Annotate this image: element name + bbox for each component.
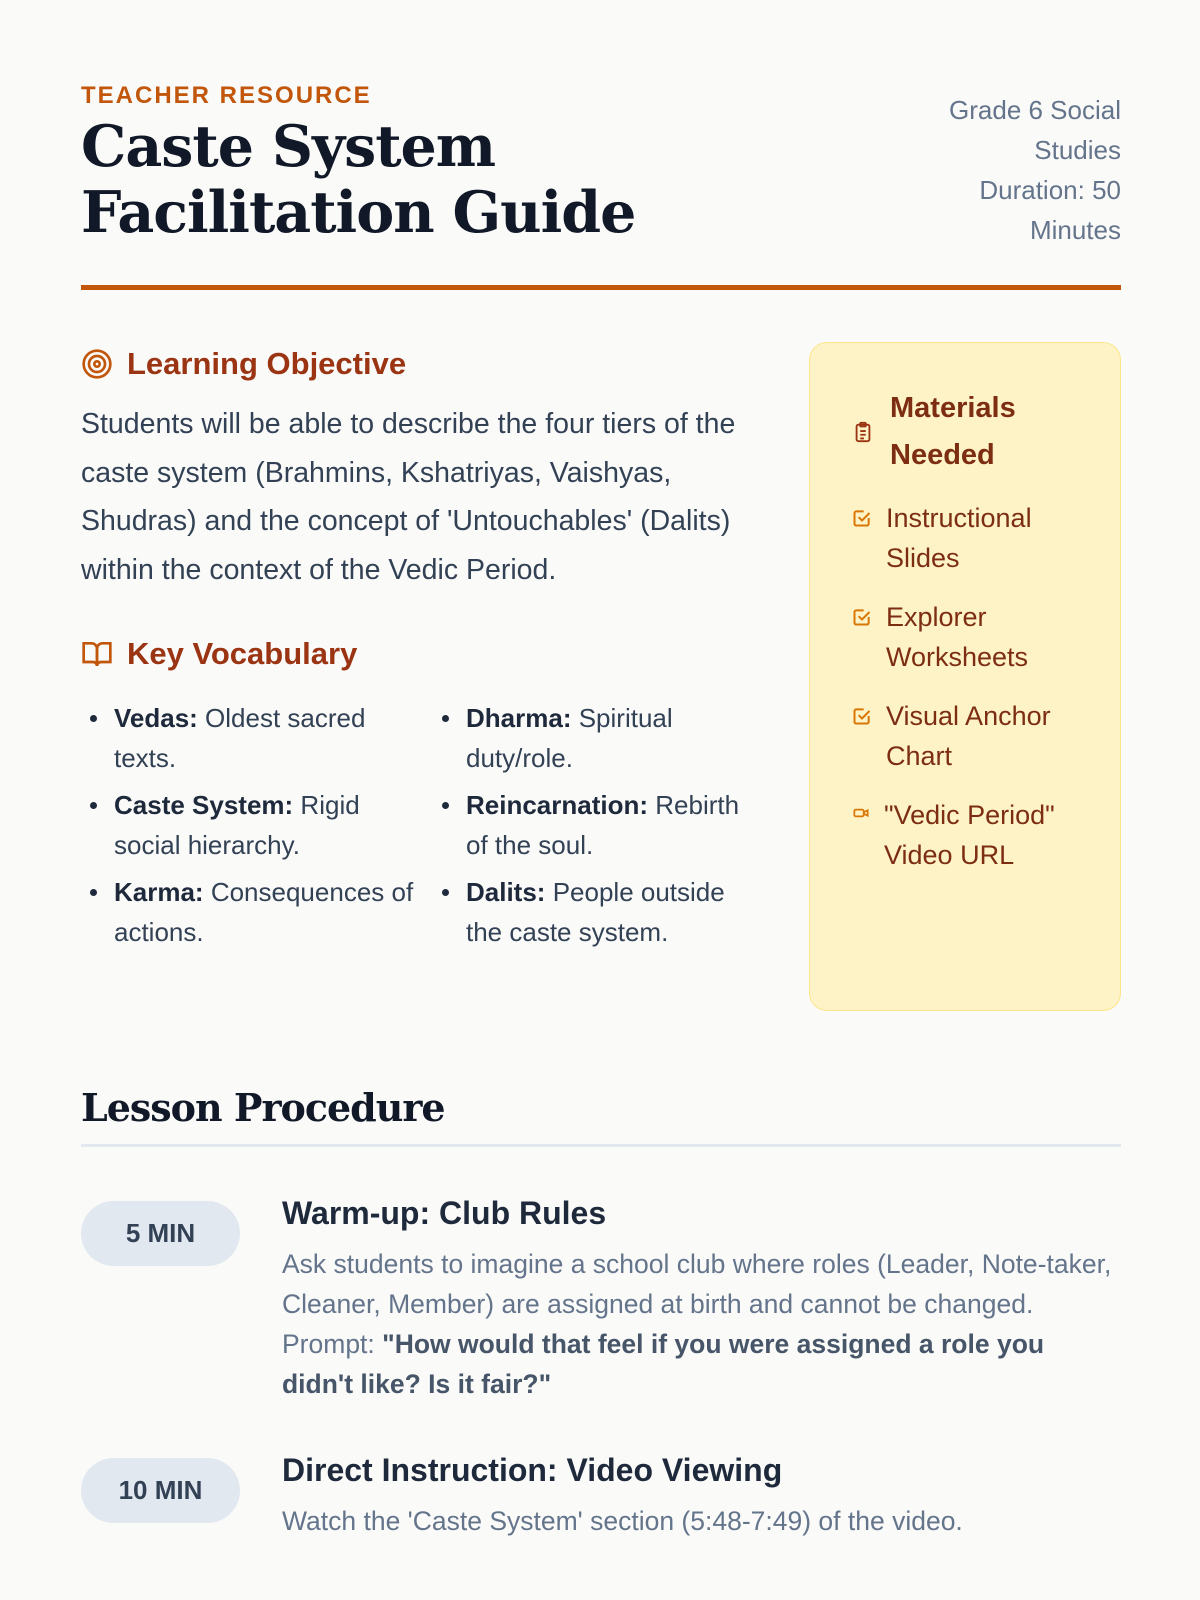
grade-label: Grade 6 Social Studies [949, 95, 1121, 165]
vocab-definition: Consequences of actions. [114, 877, 414, 947]
vocab-term: Reincarnation: [466, 790, 649, 820]
lesson-meta [921, 90, 1121, 285]
vocabulary-heading-text: Key Vocabulary [127, 636, 358, 671]
vocab-item [81, 698, 433, 778]
vocab-definition: Oldest sacred texts. [114, 703, 366, 773]
material-label: Instructional Slides [886, 503, 1032, 573]
step-description: Watch the 'Caste System' section (5:48-7:49) of the video. [282, 1506, 963, 1536]
clipboard-icon [852, 420, 874, 444]
checkbox-icon [852, 706, 872, 726]
materials-heading-text: Materials Needed [890, 392, 1016, 471]
step-title: Warm-up: Club Rules [282, 1195, 607, 1231]
vocab-item [81, 785, 433, 865]
vocab-item [81, 872, 433, 952]
vocab-definition: Rigid social hierarchy. [114, 790, 360, 860]
duration-label: Duration: 50 Minutes [979, 175, 1121, 245]
procedure-heading: Lesson Procedure [81, 1085, 1121, 1147]
material-item [852, 795, 1090, 875]
procedure-step [81, 1452, 1121, 1541]
vocab-item [433, 872, 763, 952]
objective-text: Students will be able to describe the four tiers of the caste system (Brahmins, Kshatriyas, Vaishyas, Shudras) and the concept of 'Untouchables' (Dalits) within the context of the Vedic Period. [81, 408, 736, 586]
vocab-definition: Spiritual duty/role. [466, 703, 673, 773]
vocab-item [433, 698, 763, 778]
vocab-term: Dharma: [466, 703, 572, 733]
vocab-term: Dalits: [466, 877, 546, 907]
target-icon [81, 348, 113, 380]
objective-heading [81, 346, 771, 382]
step-prompt: "How would that feel if you were assigned a role you didn't like? Is it fair?" [282, 1329, 1045, 1399]
step-title: Direct Instruction: Video Viewing [282, 1452, 783, 1488]
step-description [282, 1244, 1121, 1404]
objective-heading-text: Learning Objective [127, 346, 407, 381]
step-text: Ask students to imagine a school club where roles (Leader, Note-taker, Cleaner, Member) are assigned at birth and cannot be changed. Prompt: [282, 1249, 1112, 1359]
time-badge: 5 MIN [81, 1201, 240, 1266]
video-icon [852, 805, 870, 821]
vocab-definition: People outside the caste system. [466, 877, 725, 947]
book-open-icon [81, 638, 113, 670]
material-item [852, 597, 1090, 677]
eyebrow-label: TEACHER RESOURCE [81, 82, 372, 109]
material-label: "Vedic Period" Video URL [884, 800, 1055, 870]
materials-panel [809, 342, 1121, 1011]
page-title: Caste System Facilitation Guide [81, 113, 636, 246]
page-header [81, 0, 1121, 290]
material-label: Visual Anchor Chart [886, 701, 1051, 771]
materials-heading [852, 385, 1090, 479]
time-badge: 10 MIN [81, 1458, 240, 1523]
checkbox-icon [852, 607, 872, 627]
vocab-term: Karma: [114, 877, 204, 907]
vocab-term: Vedas: [114, 703, 198, 733]
vocab-term: Caste System: [114, 790, 294, 820]
vocabulary-list [81, 698, 771, 959]
material-item [852, 696, 1090, 776]
vocab-definition: Rebirth of the soul. [466, 790, 740, 860]
vocab-item [433, 785, 763, 865]
material-item [852, 498, 1090, 578]
vocabulary-heading [81, 636, 771, 672]
checkbox-icon [852, 508, 872, 528]
procedure-step [81, 1195, 1121, 1404]
material-label: Explorer Worksheets [886, 602, 1029, 672]
